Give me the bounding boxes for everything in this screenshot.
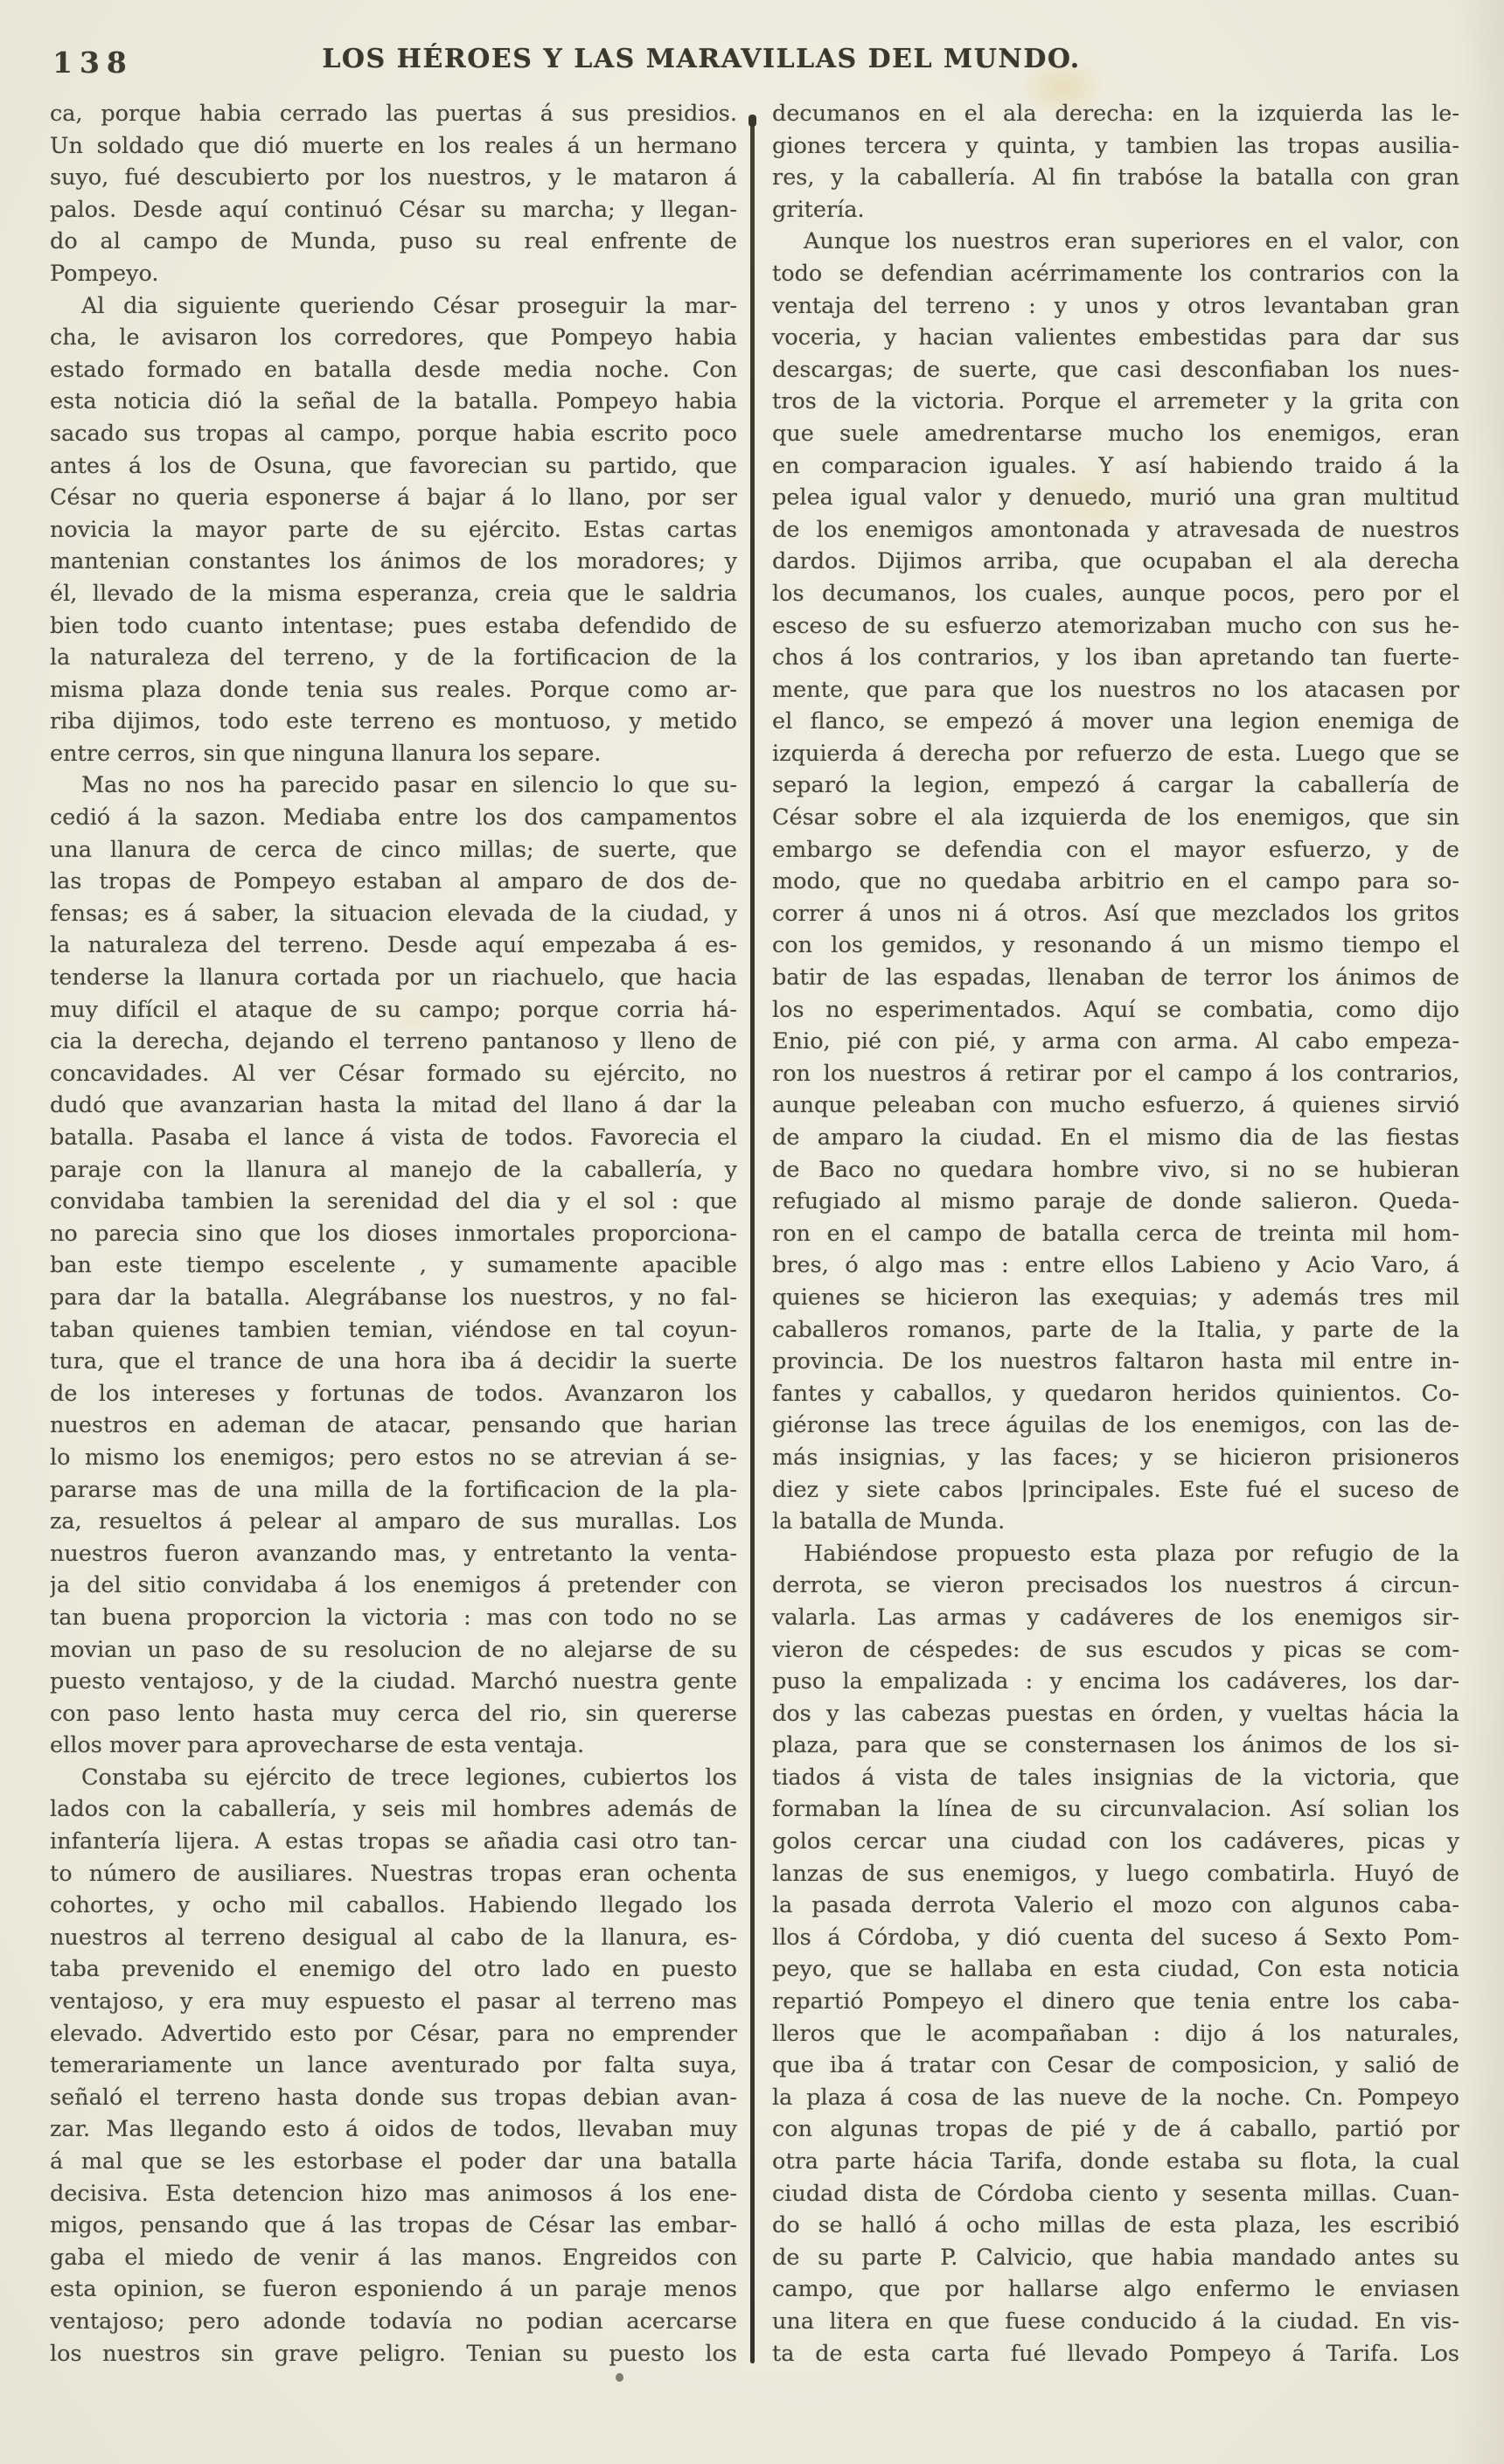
text-line: esta noticia dió la señal de la batalla. Pompeyo habia <box>50 388 737 415</box>
ink-speck <box>616 2373 623 2382</box>
text-line: lo mismo los enemigos; pero estos no se atrevian á se- <box>50 1444 737 1471</box>
text-line: ciudad dista de Córdoba ciento y sesenta millas. Cuan- <box>772 2180 1459 2207</box>
page-title: LOS HÉROES Y LAS MARAVILLAS DEL MUNDO. <box>322 44 1081 74</box>
text-line: riba dijimos, todo este terreno es montuoso, y metido <box>50 708 737 735</box>
text-line: sacado sus tropas al campo, porque habia escrito poco <box>50 420 737 447</box>
text-line: diez y siete cabos |principales. Este fué el suceso de <box>772 1476 1459 1503</box>
text-line: la naturaleza del terreno, y de la fortificacion de la <box>50 644 737 672</box>
text-line: ja del sitio convidaba á los enemigos á pretender con <box>50 1572 737 1599</box>
text-line: caballeros romanos, parte de la Italia, y parte de la <box>772 1316 1459 1343</box>
text-line: movian un paso de su resolucion de no alejarse de su <box>50 1636 737 1663</box>
text-line: novicia la mayor parte de su ejército. Estas cartas <box>50 516 737 543</box>
text-line: valarla. Las armas y cadáveres de los enemigos sir- <box>772 1604 1459 1631</box>
text-line: muy difícil el ataque de su campo; porque corria há- <box>50 996 737 1023</box>
text-line: los decumanos, los cuales, aunque pocos, pero por el <box>772 580 1459 607</box>
text-line: misma plaza donde tenia sus reales. Porque como ar- <box>50 676 737 703</box>
text-line: pararse mas de una milla de la fortificacion de la pla- <box>50 1476 737 1503</box>
text-line: ca, porque habia cerrado las puertas á sus presidios. <box>50 101 737 127</box>
left-column <box>50 98 737 2370</box>
text-line: taban quienes tambien temian, viéndose en tal coyun- <box>50 1316 737 1343</box>
text-line: Habiéndose propuesto esta plaza por refugio de la <box>804 1540 1459 1567</box>
text-line: ron en el campo de batalla cerca de treinta mil hom- <box>772 1220 1459 1247</box>
text-line: lados con la caballería, y seis mil hombres además de <box>50 1796 737 1823</box>
text-line: dardos. Dijimos arriba, que ocupaban el ala derecha <box>772 548 1459 575</box>
text-line: golos cercar una ciudad con los cadáveres, picas y <box>772 1828 1459 1855</box>
text-line: to número de ausiliares. Nuestras tropas eran ochenta <box>50 1860 737 1887</box>
text-line: campo, que por hallarse algo enfermo le enviasen <box>772 2276 1459 2303</box>
text-line: que suele amedrentarse mucho los enemigos, eran <box>772 420 1459 447</box>
text-line: do se halló á ocho millas de esta plaza, les escribió <box>772 2212 1459 2239</box>
text-line: antes á los de Osuna, que favorecian su partido, que <box>50 452 737 479</box>
text-line: el flanco, se empezó á mover una legion enemiga de <box>772 708 1459 735</box>
text-line: con paso lento hasta muy cerca del rio, sin quererse <box>50 1700 737 1727</box>
text-line: tenderse la llanura cortada por un riachuelo, que hacia <box>50 964 737 992</box>
text-line: taba prevenido el enemigo del otro lado en puesto <box>50 1956 737 1983</box>
text-line: para dar la batalla. Alegrábanse los nuestros, y no fal- <box>50 1284 737 1311</box>
text-line: cia la derecha, dejando el terreno pantanoso y lleno de <box>50 1028 737 1055</box>
text-line: una litera en que fuese conducido á la ciudad. En vis- <box>772 2307 1459 2335</box>
text-line: ventaja del terreno : y unos y otros levantaban gran <box>772 292 1459 319</box>
text-line: palos. Desde aquí continuó César su marcha; y llegan- <box>50 196 737 223</box>
text-line: mantenian constantes los ánimos de los moradores; y <box>50 548 737 575</box>
text-line: más insignias, y las faces; y se hicieron prisioneros <box>772 1444 1459 1471</box>
text-line: plaza, para que se consternasen los ánimos de los si- <box>772 1732 1459 1759</box>
text-line: á mal que se les estorbase el poder dar una batalla <box>50 2148 737 2175</box>
text-line: con los gemidos, y resonando á un mismo tiempo el <box>772 932 1459 959</box>
text-line: correr á unos ni á otros. Así que mezclados los gritos <box>772 900 1459 927</box>
text-line: paraje con la llanura al manejo de la caballería, y <box>50 1156 737 1183</box>
text-line: cohortes, y ocho mil caballos. Habiendo llegado los <box>50 1892 737 1919</box>
text-line: suyo, fué descubierto por los nuestros, y le mataron á <box>50 164 737 191</box>
text-line: la batalla de Munda. <box>772 1508 1006 1535</box>
text-line: de amparo la ciudad. En el mismo dia de las fiestas <box>772 1124 1459 1151</box>
text-line: Enio, pié con pié, y arma con arma. Al cabo empeza- <box>772 1028 1459 1055</box>
text-line: Un soldado que dió muerte en los reales á un hermano <box>50 132 737 159</box>
text-line: las tropas de Pompeyo estaban al amparo de dos de- <box>50 868 737 895</box>
text-line: con algunas tropas de pié y de á caballo, partió por <box>772 2116 1459 2143</box>
text-line: señaló el terreno hasta donde sus tropas debian avan- <box>50 2084 737 2111</box>
text-line: do al campo de Munda, puso su real enfrente de <box>50 228 737 255</box>
text-line: formaban la línea de su circunvalacion. Así solian los <box>772 1796 1459 1823</box>
text-line: él, llevado de la misma esperanza, creia que le saldria <box>50 580 737 607</box>
text-line: chos á los contrarios, y los iban apretando tan fuerte- <box>772 644 1459 672</box>
text-line: infantería lijera. A estas tropas se añadia casi otro tan- <box>50 1828 737 1855</box>
text-line: esta opinion, se fueron esponiendo á un paraje menos <box>50 2276 737 2303</box>
page-number: 138 <box>52 45 134 80</box>
text-line: llos á Córdoba, y dió cuenta del suceso á Sexto Pom- <box>772 1924 1459 1951</box>
text-line: de los intereses y fortunas de todos. Avanzaron los <box>50 1380 737 1407</box>
text-line: César no queria esponerse á bajar á lo llano, por ser <box>50 484 737 512</box>
text-line: fantes y caballos, y quedaron heridos quinientos. Co- <box>772 1380 1459 1407</box>
text-line: entre cerros, sin que ninguna llanura los separe. <box>50 740 602 767</box>
text-line: cedió á la sazon. Mediaba entre los dos campamentos <box>50 804 737 832</box>
text-line: dos y las cabezas puestas en órden, y vueltas hácia la <box>772 1700 1459 1727</box>
text-line: bres, ó algo mas : entre ellos Labieno y Acio Varo, á <box>772 1252 1459 1279</box>
text-line: temerariamente un lance aventurado por falta suya, <box>50 2052 737 2079</box>
text-line: los nuestros sin grave peligro. Tenian su puesto los <box>50 2340 737 2367</box>
text-line: vieron de céspedes: de sus escudos y picas se com- <box>772 1636 1459 1663</box>
text-line: tros de la victoria. Porque el arremeter y la grita con <box>772 388 1459 415</box>
text-line: bien todo cuanto intentase; pues estaba defendido de <box>50 612 737 639</box>
text-line: voceria, y hacian valientes embestidas para dar sus <box>772 324 1459 352</box>
text-line: la plaza á cosa de las nueve de la noche. Cn. Pompeyo <box>772 2084 1459 2111</box>
text-line: lanzas de sus enemigos, y luego combatirla. Huyó de <box>772 1860 1459 1887</box>
text-line: nuestros al terreno desigual al cabo de la llanura, es- <box>50 1924 737 1951</box>
text-line: de los enemigos amontonada y atravesada de nuestros <box>772 516 1459 543</box>
text-line: aunque peleaban con mucho esfuerzo, á quienes sirvió <box>772 1092 1459 1119</box>
text-line: mente, que para que los nuestros no los atacasen por <box>772 676 1459 703</box>
text-line: nuestros fueron avanzando mas, y entretanto la venta- <box>50 1540 737 1567</box>
text-line: una llanura de cerca de cinco millas; de suerte, que <box>50 836 737 863</box>
text-line: izquierda á derecha por refuerzo de esta. Luego que se <box>772 740 1459 767</box>
text-line: derrota, se vieron precisados los nuestros á circun- <box>772 1572 1459 1599</box>
text-line: zar. Mas llegando esto á oidos de todos, llevaban muy <box>50 2116 737 2143</box>
text-line: cha, le avisaron los corredores, que Pompeyo habia <box>50 324 737 352</box>
text-line: elevado. Advertido esto por César, para no emprender <box>50 2020 737 2047</box>
text-line: puesto ventajoso, y de la ciudad. Marchó nuestra gente <box>50 1668 737 1695</box>
text-line: los no esperimentados. Aquí se combatia, como dijo <box>772 996 1459 1023</box>
text-line: Mas no nos ha parecido pasar en silencio lo que su- <box>81 772 737 799</box>
text-line: César sobre el ala izquierda de los enemigos, que sin <box>772 804 1459 832</box>
text-line: gaba el miedo de venir á las manos. Engreidos con <box>50 2244 737 2271</box>
text-line: fensas; es á saber, la situacion elevada de la ciudad, y <box>50 900 737 927</box>
text-line: otra parte hácia Tarifa, donde estaba su flota, la cual <box>772 2148 1459 2175</box>
text-line: que iba á tratar con Cesar de composicion, y salió de <box>772 2052 1459 2079</box>
text-line: Al dia siguiente queriendo César proseguir la mar- <box>81 292 737 319</box>
text-line: provincia. De los nuestros faltaron hasta mil entre in- <box>772 1348 1459 1375</box>
text-line: descargas; de suerte, que casi desconfiaban los nues- <box>772 356 1459 383</box>
text-line: ellos mover para aprovecharse de esta ventaja. <box>50 1732 585 1759</box>
text-line: tan buena proporcion la victoria : mas con todo no se <box>50 1604 737 1631</box>
text-line: refugiado al mismo paraje de donde salieron. Queda- <box>772 1188 1459 1215</box>
text-line: separó la legion, empezó á cargar la caballería de <box>772 772 1459 799</box>
text-line: la naturaleza del terreno. Desde aquí empezaba á es- <box>50 932 737 959</box>
text-line: ventajoso; pero adonde todavía no podian acercarse <box>50 2307 737 2335</box>
text-line: decisiva. Esta detencion hizo mas animosos á los ene- <box>50 2180 737 2207</box>
text-line: pelea igual valor y denuedo, murió una gran multitud <box>772 484 1459 512</box>
right-column <box>772 98 1459 2370</box>
column-divider <box>750 116 755 2363</box>
text-line: giéronse las trece águilas de los enemigos, con las de- <box>772 1412 1459 1439</box>
text-line: decumanos en el ala derecha: en la izquierda las le- <box>772 101 1459 127</box>
text-line: ventajoso, y era muy espuesto el pasar al terreno mas <box>50 1988 737 2015</box>
text-line: peyo, que se hallaba en esta ciudad, Con esta noticia <box>772 1956 1459 1983</box>
text-line: todo se defendian acérrimamente los contrarios con la <box>772 260 1459 287</box>
text-line: ron los nuestros á retirar por el campo á los contrarios, <box>772 1060 1459 1087</box>
text-line: gritería. <box>772 196 865 223</box>
text-line: nuestros en ademan de atacar, pensando que harian <box>50 1412 737 1439</box>
text-line: batir de las espadas, llenaban de terror los ánimos de <box>772 964 1459 992</box>
text-line: lleros que le acompañaban : dijo á los naturales, <box>772 2020 1459 2047</box>
text-line: tura, que el trance de una hora iba á decidir la suerte <box>50 1348 737 1375</box>
text-line: za, resueltos á pelear al amparo de sus murallas. Los <box>50 1508 737 1535</box>
text-line: repartió Pompeyo el dinero que tenia entre los caba- <box>772 1988 1459 2015</box>
text-line: de su parte P. Calvicio, que habia mandado antes su <box>772 2244 1459 2271</box>
text-line: convidaba tambien la serenidad del dia y el sol : que <box>50 1188 737 1215</box>
text-line: embargo se defendia con el mayor esfuerzo, y de <box>772 836 1459 863</box>
text-line: no parecia sino que los dioses inmortales proporciona- <box>50 1220 737 1247</box>
text-line: puso la empalizada : y encima los cadáveres, los dar- <box>772 1668 1459 1695</box>
text-line: Constaba su ejército de trece legiones, cubiertos los <box>81 1764 737 1791</box>
text-line: ban este tiempo escelente , y sumamente apacible <box>50 1252 737 1279</box>
text-line: ta de esta carta fué llevado Pompeyo á Tarifa. Los <box>772 2340 1459 2367</box>
text-line: giones tercera y quinta, y tambien las tropas ausilia- <box>772 132 1459 159</box>
text-line: en comparacion iguales. Y así habiendo traido á la <box>772 452 1459 479</box>
text-line: concavidades. Al ver César formado su ejército, no <box>50 1060 737 1087</box>
text-line: modo, que no quedaba arbitrio en el campo para so- <box>772 868 1459 895</box>
text-line: migos, pensando que á las tropas de César las embar- <box>50 2212 737 2239</box>
text-line: estado formado en batalla desde media noche. Con <box>50 356 737 383</box>
text-line: tiados á vista de tales insignias de la victoria, que <box>772 1764 1459 1791</box>
text-line: Aunque los nuestros eran superiores en el valor, con <box>804 228 1459 255</box>
text-line: de Baco no quedara hombre vivo, si no se hubieran <box>772 1156 1459 1183</box>
text-line: esceso de su esfuerzo atemorizaban mucho con sus he- <box>772 612 1459 639</box>
text-line: Pompeyo. <box>50 260 159 287</box>
text-line: dudó que avanzarian hasta la mitad del llano á dar la <box>50 1092 737 1119</box>
text-line: res, y la caballería. Al fin trabóse la batalla con gran <box>772 164 1459 191</box>
text-line: quienes se hicieron las exequias; y además tres mil <box>772 1284 1459 1311</box>
text-line: batalla. Pasaba el lance á vista de todos. Favorecia el <box>50 1124 737 1151</box>
text-line: la pasada derrota Valerio el mozo con algunos caba- <box>772 1892 1459 1919</box>
